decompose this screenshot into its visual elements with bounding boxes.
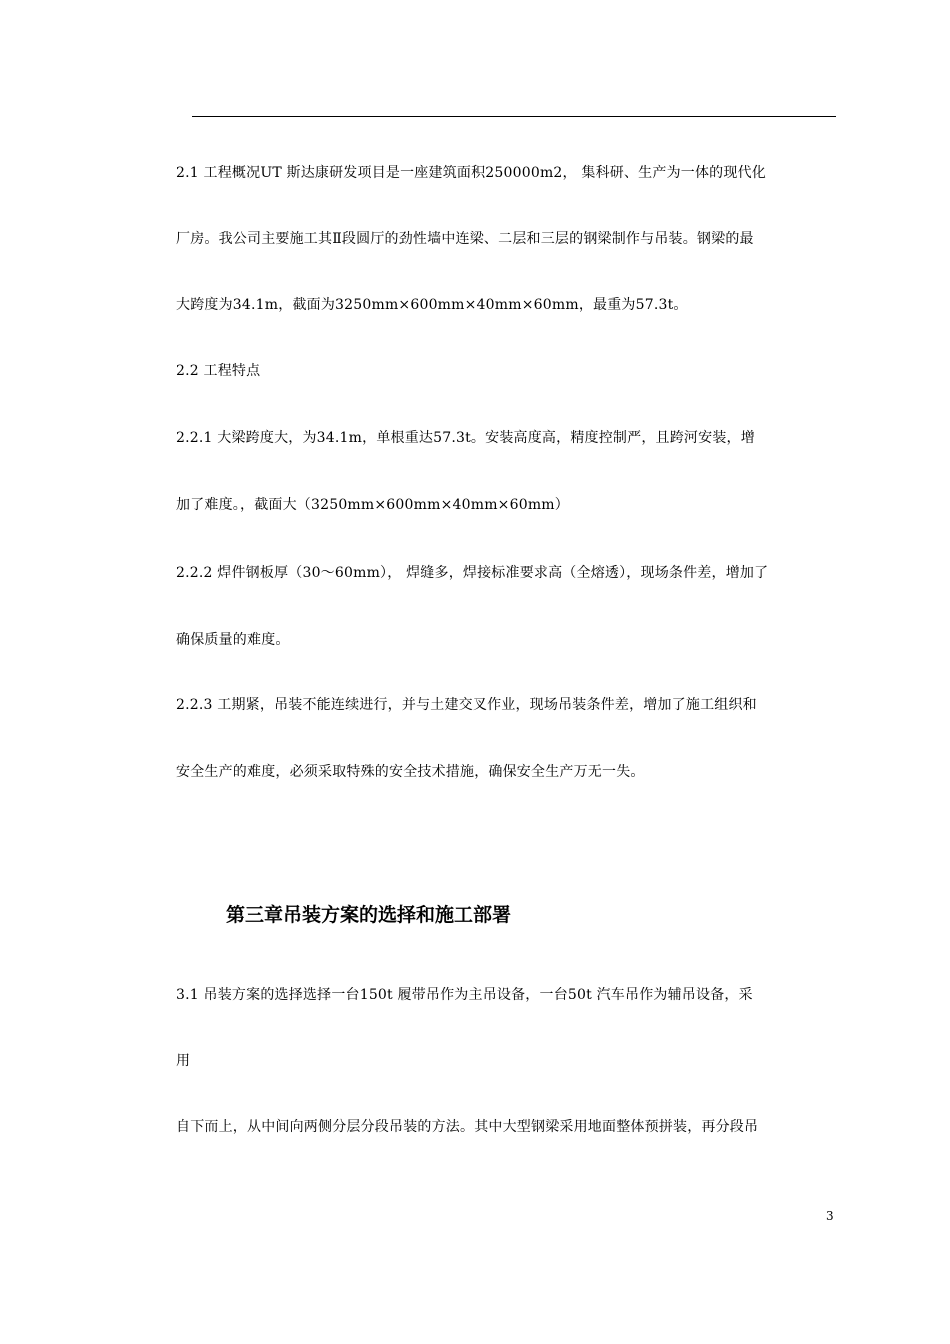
paragraph-line: 确保质量的难度。 [176,632,290,648]
paragraph-line: 安全生产的难度，必须采取特殊的安全技术措施，确保安全生产万无一失。 [176,764,645,780]
paragraph-line: 3.1 吊装方案的选择选择一台150t 履带吊作为主吊设备，一台50t 汽车吊作为辅吊设备，采 [176,987,753,1003]
paragraph-line: 2.2.1 大梁跨度大，为34.1m，单根重达57.3t。安装高度高，精度控制严，且跨河安装，增 [176,430,755,446]
paragraph-line: 自下而上，从中间向两侧分层分段吊装的方法。其中大型钢梁采用地面整体预拼装，再分段吊 [176,1119,759,1135]
paragraph-line: 2.2.3 工期紧，吊装不能连续进行，并与土建交叉作业，现场吊装条件差，增加了施工组织和 [176,697,757,713]
page-number: 3 [826,1209,834,1223]
paragraph-line: 加了难度。，截面大（3250mm×600mm×40mm×60mm） [176,497,569,513]
paragraph-line: 2.1 工程概况UT 斯达康研发项目是一座建筑面积250000m2， 集科研、生产为一体的现代化 [176,165,766,181]
paragraph-line: 大跨度为34.1m，截面为3250mm×600mm×40mm×60mm，最重为57.3t。 [176,297,688,313]
section-heading: 2.2 工程特点 [176,363,261,379]
paragraph-line: 用 [176,1053,191,1069]
paragraph-line: 厂房。我公司主要施工其Ⅱ段圆厅的劲性墙中连梁、二层和三层的钢梁制作与吊装。钢梁的最 [176,231,754,247]
header-rule [192,116,836,117]
chapter-heading: 第三章吊装方案的选择和施工部署 [226,904,512,926]
paragraph-line: 2.2.2 焊件钢板厚（30～60mm）， 焊缝多，焊接标准要求高（全熔透），现场条件差，增加了 [176,565,769,581]
